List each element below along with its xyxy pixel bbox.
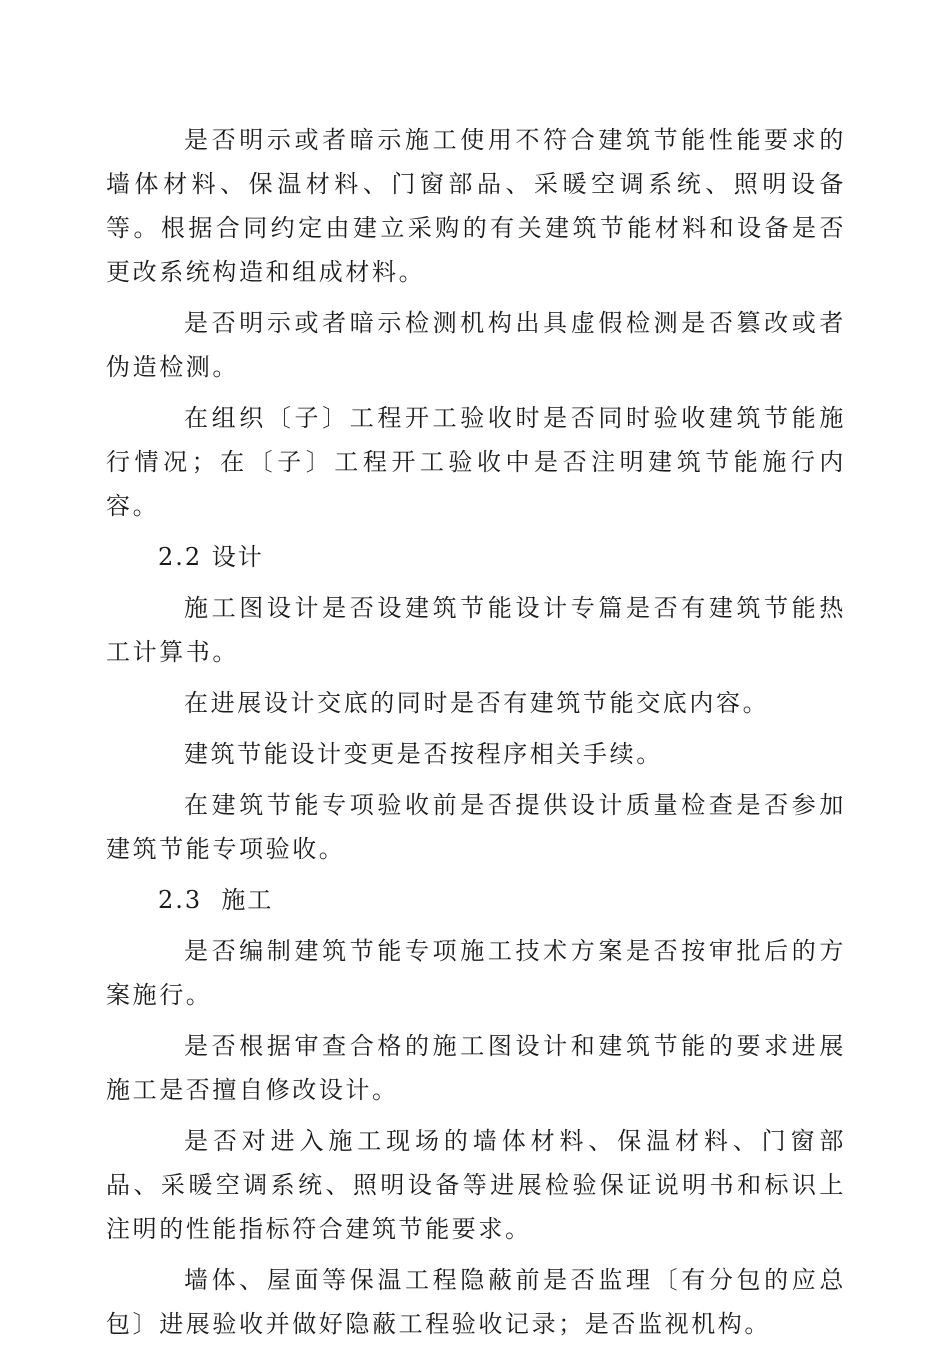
paragraph-gap	[106, 776, 846, 783]
document-body	[106, 118, 846, 1346]
paragraph-5: 在进展设计交底的同时是否有建筑节能交底内容。	[184, 689, 770, 717]
paragraph-4: 施工图设计是否设建筑节能设计专篇是否有建筑节能热工计算书。	[106, 594, 846, 666]
paragraph-gap	[106, 725, 846, 732]
paragraph-gap	[106, 1112, 846, 1119]
paragraph-gap	[106, 294, 846, 301]
paragraph-6: 建筑节能设计变更是否按程序相关手续。	[184, 740, 663, 768]
paragraph-11: 墙体、屋面等保温工程隐蔽前是否监理〔有分包的应总包〕进展验收并做好隐蔽工程验收记录；是否监视机构。	[106, 1266, 846, 1338]
paragraph-gap	[106, 1017, 846, 1024]
paragraph-gap	[106, 579, 846, 586]
section-heading-design: 2.2 设计	[158, 543, 264, 571]
paragraph-8: 是否编制建筑节能专项施工技术方案是否按审批后的方案施行。	[106, 937, 846, 1009]
paragraph-2: 是否明示或者暗示检测机构出具虚假检测是否篡改或者伪造检测。	[106, 309, 846, 381]
paragraph-7: 在建筑节能专项验收前是否提供设计质量检查是否参加建筑节能专项验收。	[106, 791, 846, 863]
paragraph-gap	[106, 922, 846, 929]
paragraph-1: 是否明示或者暗示施工使用不符合建筑节能性能要求的墙体材料、保温材料、门窗部品、采暖空调系统、照明设备等。根据合同约定由建立采购的有关建筑节能材料和设备是否更改系统构造和组成材料。	[106, 126, 846, 286]
section-heading-construction: 2.3 施工	[158, 886, 274, 914]
paragraph-3: 在组织〔子〕工程开工验收时是否同时验收建筑节能施行情况；在〔子〕工程开工验收中是否注明建筑节能施行内容。	[106, 404, 846, 520]
paragraph-gap	[106, 1251, 846, 1258]
paragraph-gap	[106, 674, 846, 681]
paragraph-10: 是否对进入施工现场的墙体材料、保温材料、门窗部品、采暖空调系统、照明设备等进展检验保证说明书和标识上注明的性能指标符合建筑节能要求。	[106, 1127, 846, 1243]
paragraph-gap	[106, 871, 846, 878]
paragraph-9: 是否根据审查合格的施工图设计和建筑节能的要求进展施工是否擅自修改设计。	[106, 1032, 846, 1104]
paragraph-gap	[106, 389, 846, 396]
paragraph-gap	[106, 528, 846, 535]
